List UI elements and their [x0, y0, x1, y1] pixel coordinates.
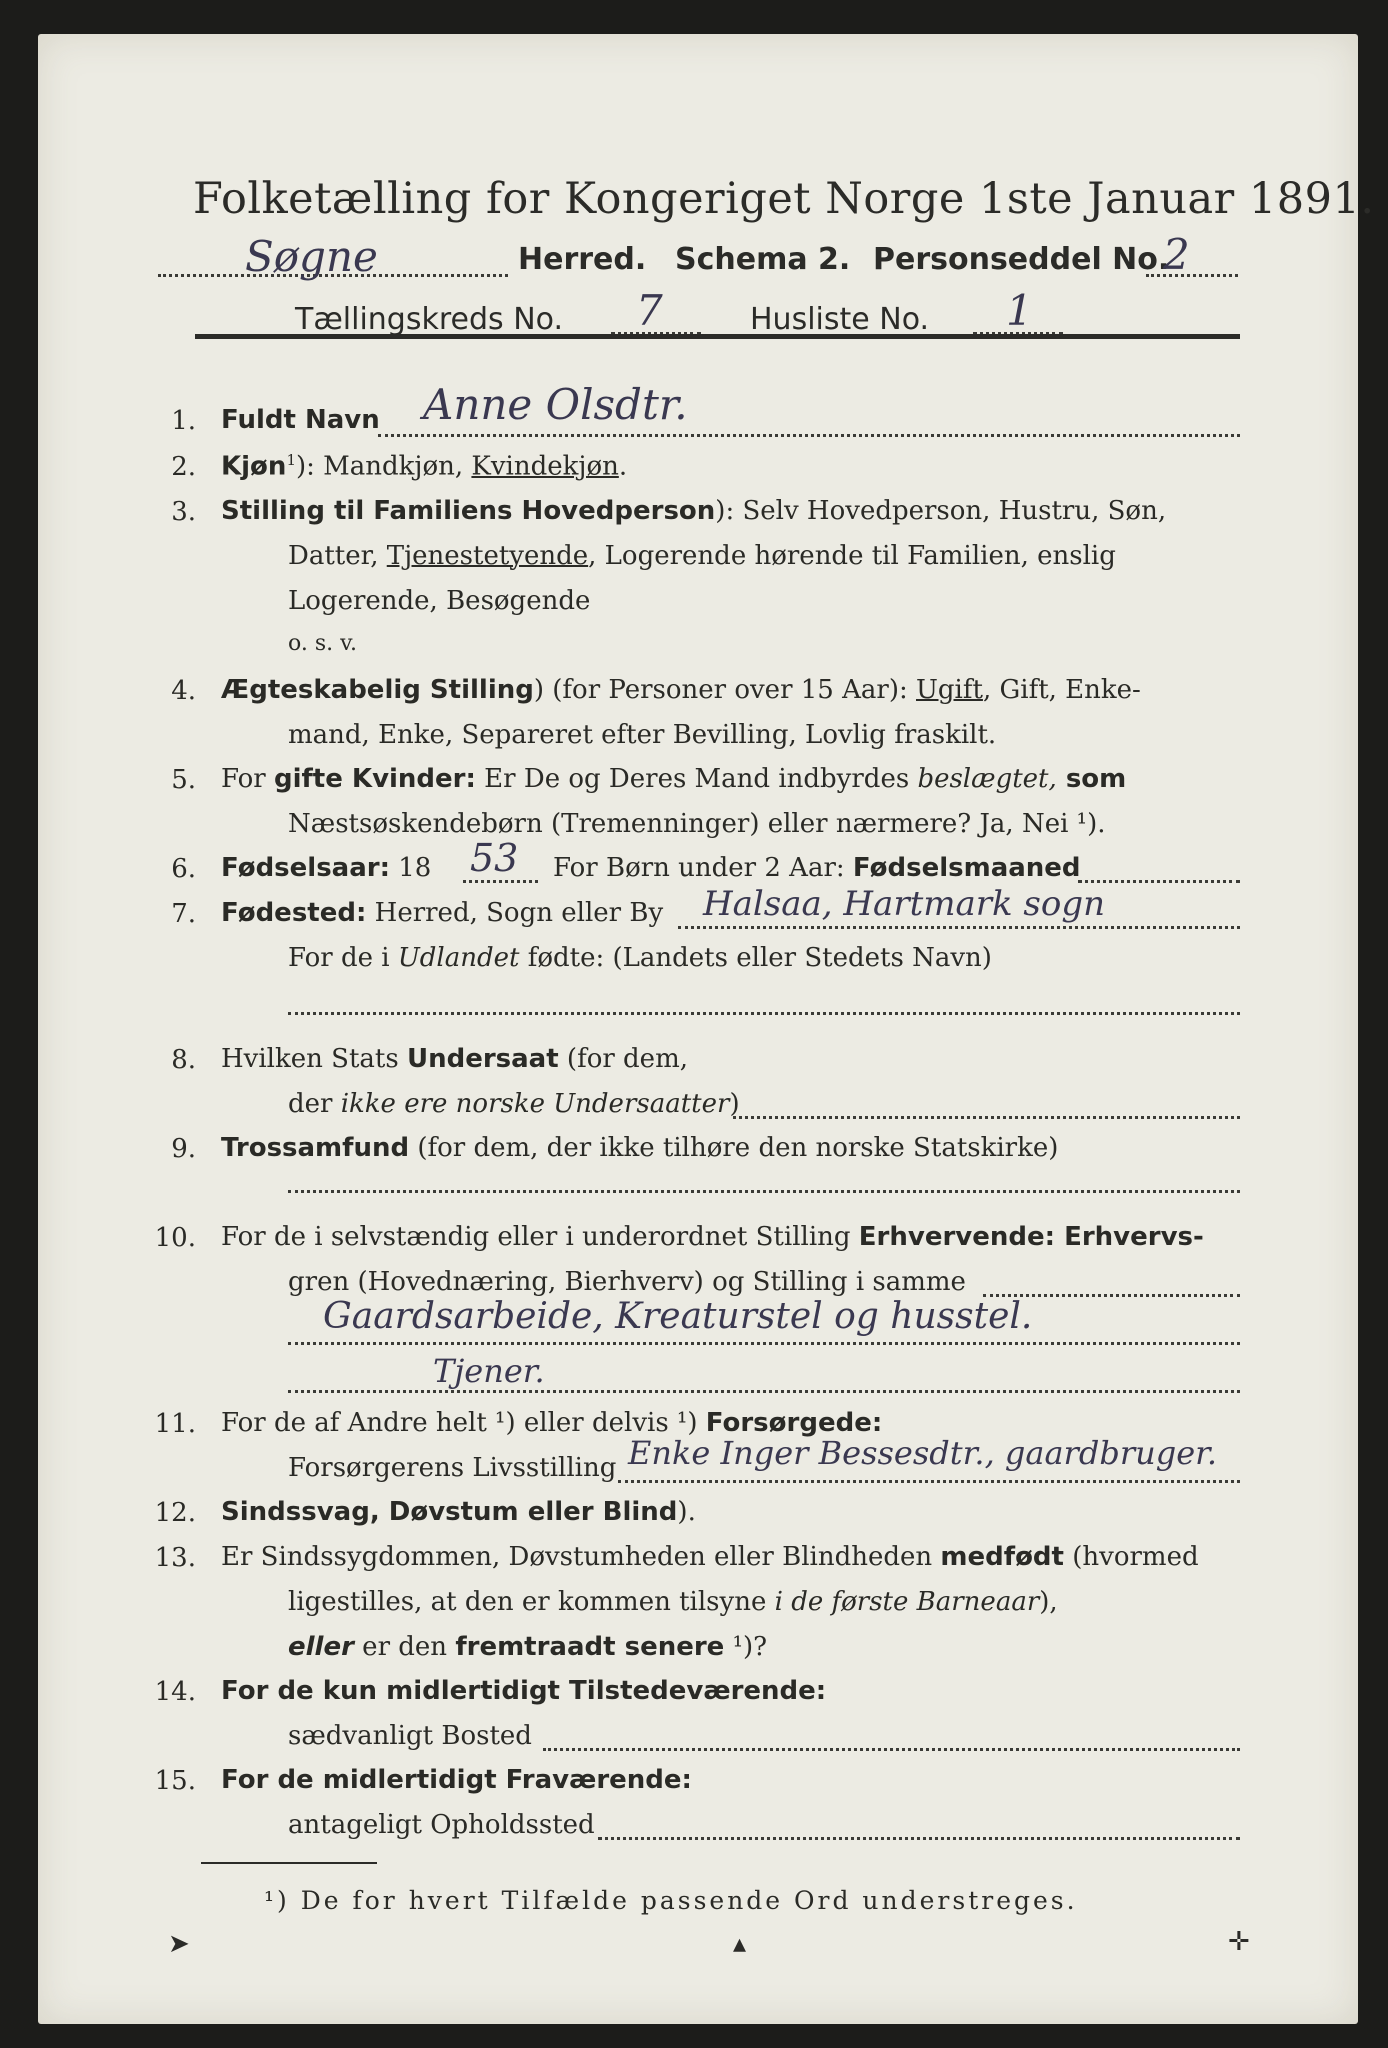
footnote-rule — [201, 1862, 377, 1864]
q3-line4: o. s. v. — [288, 631, 357, 656]
q13-l1-b: medfødt — [940, 1542, 1064, 1572]
q13-l1-a: Er Sindssygdommen, Døvstumheden eller Blindheden — [221, 1542, 941, 1572]
q10-number: 10. — [154, 1223, 196, 1253]
q8-dotted-line — [733, 1116, 1240, 1119]
q11-l1-a: For de af Andre helt ¹) eller delvis ¹) — [221, 1408, 706, 1438]
q7-line2 — [288, 943, 992, 973]
q14-label: For de kun midlertidigt Tilstedeværende: — [221, 1676, 827, 1706]
q8-l2-i: ikke ere norske Undersaatter — [340, 1089, 730, 1119]
q11-dotted-line — [618, 1480, 1240, 1483]
kreds-label: Tællingskreds No. — [295, 302, 563, 337]
q12-label: Sindssvag, Døvstum eller Blind — [221, 1497, 678, 1527]
q8-number: 8. — [171, 1045, 196, 1075]
q15-dotted-line — [598, 1837, 1240, 1840]
q4-underlined: Ugift — [916, 675, 983, 705]
q10-dotted-line-3 — [288, 1390, 1240, 1393]
q9-rest: (for dem, der ikke tilhøre den norske Statskirke) — [409, 1133, 1059, 1163]
q4-label: Ægteskabelig Stilling — [221, 675, 534, 705]
q12-number: 12. — [154, 1498, 196, 1528]
q7-rest: Herred, Sogn eller By — [366, 898, 664, 928]
q3-line1 — [221, 496, 1166, 526]
q14-dotted-line — [543, 1748, 1240, 1751]
q3-l2-b: , Logerende hørende til Familien, enslig — [588, 541, 1116, 571]
q2-end: . — [618, 451, 628, 482]
q3-line2 — [288, 541, 1116, 571]
ink-mark-icon: ▴ — [733, 1929, 747, 1959]
q11-line2: Forsørgerens Livsstilling — [288, 1453, 617, 1483]
q5-l1-e: som — [1056, 764, 1127, 794]
q15-line2: antageligt Opholdssted — [288, 1810, 595, 1840]
q6-year: 53 — [470, 836, 519, 880]
q6-rest-b: Fødselsmaaned — [852, 853, 1081, 883]
q7-dotted-line — [678, 926, 1240, 929]
q5-l1-a: For — [221, 764, 274, 794]
q13-l3-c: ¹)? — [724, 1632, 768, 1662]
q2-line — [221, 451, 627, 482]
q9-label: Trossamfund — [221, 1133, 410, 1163]
q3-l2-a: Datter, — [288, 541, 387, 571]
q2-text: ): Mandkjøn, — [295, 451, 472, 482]
q6-dotted-year — [463, 880, 538, 883]
personseddel-label: Personseddel No. — [873, 242, 1170, 277]
q13-number: 13. — [154, 1543, 196, 1573]
q7-l2-a: For de i — [288, 943, 398, 973]
q7-number: 7. — [171, 899, 196, 929]
q8-l1-a: Hvilken Stats — [221, 1044, 407, 1074]
kreds-value: 7 — [636, 286, 663, 335]
q13-l3-bold: fremtraadt senere — [455, 1632, 725, 1662]
q15-number: 15. — [154, 1766, 196, 1796]
q13-line2 — [288, 1587, 1058, 1617]
q6-label: Fødselsaar: — [221, 853, 390, 883]
q3-line3: Logerende, Besøgende — [288, 586, 591, 616]
q8-line1 — [221, 1044, 688, 1074]
q2-sup: 1 — [286, 451, 296, 469]
q4-l1-rest: ) (for Personer over 15 Aar): — [533, 675, 916, 705]
q14-number: 14. — [154, 1677, 196, 1707]
q3-label: Stilling til Familiens Hovedperson — [221, 496, 716, 526]
q13-l3-i: eller — [288, 1632, 354, 1662]
q10-l1-a: For de i selvstændig eller i underordnet Stilling — [221, 1222, 859, 1252]
q3-underlined: Tjenestetyende — [386, 541, 589, 571]
q11-answer: Enke Inger Bessesdtr., gaardbruger. — [628, 1434, 1218, 1472]
arrow-mark-icon: ➤ — [168, 1929, 190, 1959]
husliste-value: 1 — [1006, 286, 1033, 335]
q7-l2-i: Udlandet — [397, 943, 520, 973]
q13-line3 — [288, 1632, 767, 1662]
q8-l1-c: (for dem, — [558, 1044, 688, 1074]
q6-dotted-month — [1078, 880, 1240, 883]
header-rule — [195, 334, 1240, 339]
q8-l2-a: der — [288, 1089, 341, 1119]
q5-line1 — [221, 764, 1126, 794]
q10-line1 — [221, 1222, 1204, 1252]
q1-answer: Anne Olsdtr. — [423, 380, 688, 429]
census-form-sheet — [38, 34, 1375, 2024]
q13-l2-b: ), — [1039, 1587, 1058, 1617]
q7-line1 — [221, 898, 663, 928]
q6-rest — [553, 853, 1081, 883]
q2-label: Kjøn — [221, 451, 287, 482]
herred-value: Søgne — [245, 232, 378, 281]
q1-label: Fuldt Navn — [221, 405, 380, 435]
q2-number: 2. — [171, 452, 196, 482]
schema-label: Schema 2. — [675, 242, 851, 277]
q7-label: Fødested: — [221, 898, 367, 928]
q9-number: 9. — [171, 1134, 196, 1164]
q2-underlined: Kvindekjøn — [471, 451, 619, 482]
q6-prefix: 18 — [390, 853, 432, 883]
q8-l1-b: Undersaat — [406, 1044, 559, 1074]
q8-l2-b: ) — [729, 1089, 740, 1119]
q12-end: ). — [677, 1497, 696, 1527]
q11-l1-b: Forsørgede: — [705, 1408, 883, 1438]
q10-dotted-line-2 — [288, 1342, 1240, 1345]
q7-dotted-line-2 — [288, 1012, 1240, 1015]
q15-label: For de midlertidigt Fraværende: — [221, 1765, 692, 1795]
q6-rest-a: For Børn under 2 Aar: — [553, 853, 853, 883]
q10-answer-2: Tjener. — [433, 1352, 545, 1390]
q12-line — [221, 1497, 696, 1527]
q13-l2-a: ligestilles, at den er kommen tilsyne — [288, 1587, 775, 1617]
personseddel-dotted-line — [1146, 274, 1238, 277]
q6-line — [221, 853, 431, 883]
q3-number: 3. — [171, 497, 196, 527]
q8-line2 — [288, 1089, 740, 1119]
q13-line1 — [221, 1542, 1199, 1572]
q10-l1-b: Erhvervende: Erhvervs- — [858, 1222, 1204, 1252]
form-title: Folketælling for Kongeriget Norge 1ste Januar 1891. — [193, 174, 1375, 224]
q3-l1-rest: ): Selv Hovedperson, Hustru, Søn, — [715, 496, 1167, 526]
q4-line2: mand, Enke, Separeret efter Bevilling, Lovlig fraskilt. — [288, 720, 997, 750]
q9-dotted-line — [288, 1190, 1240, 1193]
q7-answer: Halsaa, Hartmark sogn — [703, 884, 1105, 924]
q4-l1-end: , Gift, Enke- — [982, 675, 1141, 705]
q5-l1-c: Er De og Deres Mand indbyrdes — [475, 764, 918, 794]
q1-dotted-line — [378, 434, 1240, 437]
q9-line — [221, 1133, 1058, 1163]
q6-number: 6. — [171, 854, 196, 884]
q5-l1-d: beslægtet, — [917, 764, 1057, 794]
q5-l1-b: gifte Kvinder: — [273, 764, 476, 794]
q7-l2-b: fødte: (Landets eller Stedets Navn) — [519, 943, 992, 973]
q5-line2: Næstsøskendebørn (Tremenninger) eller nærmere? Ja, Nei ¹). — [288, 809, 1106, 839]
personseddel-value: 2 — [1163, 230, 1190, 279]
q1-number: 1. — [171, 406, 196, 436]
husliste-label: Husliste No. — [750, 302, 930, 337]
q13-l1-c: (hvormed — [1063, 1542, 1199, 1572]
q13-l2-i: i de første Barneaar — [774, 1587, 1040, 1617]
herred-label: Herred. — [518, 242, 647, 277]
q14-line2: sædvanligt Bosted — [288, 1721, 532, 1751]
q10-line2: gren (Hovednæring, Bierhverv) og Stilling i samme — [288, 1267, 966, 1297]
q5-number: 5. — [171, 765, 196, 795]
q13-l3-b: er den — [353, 1632, 456, 1662]
footnote: ¹) De for hvert Tilfælde passende Ord understreges. — [264, 1886, 1078, 1915]
q11-number: 11. — [154, 1409, 196, 1439]
cross-mark-icon: ✛ — [1228, 1927, 1250, 1957]
q4-number: 4. — [171, 676, 196, 706]
q4-line1 — [221, 675, 1141, 705]
q10-answer-1: Gaardsarbeide, Kreaturstel og husstel. — [323, 1296, 1033, 1337]
